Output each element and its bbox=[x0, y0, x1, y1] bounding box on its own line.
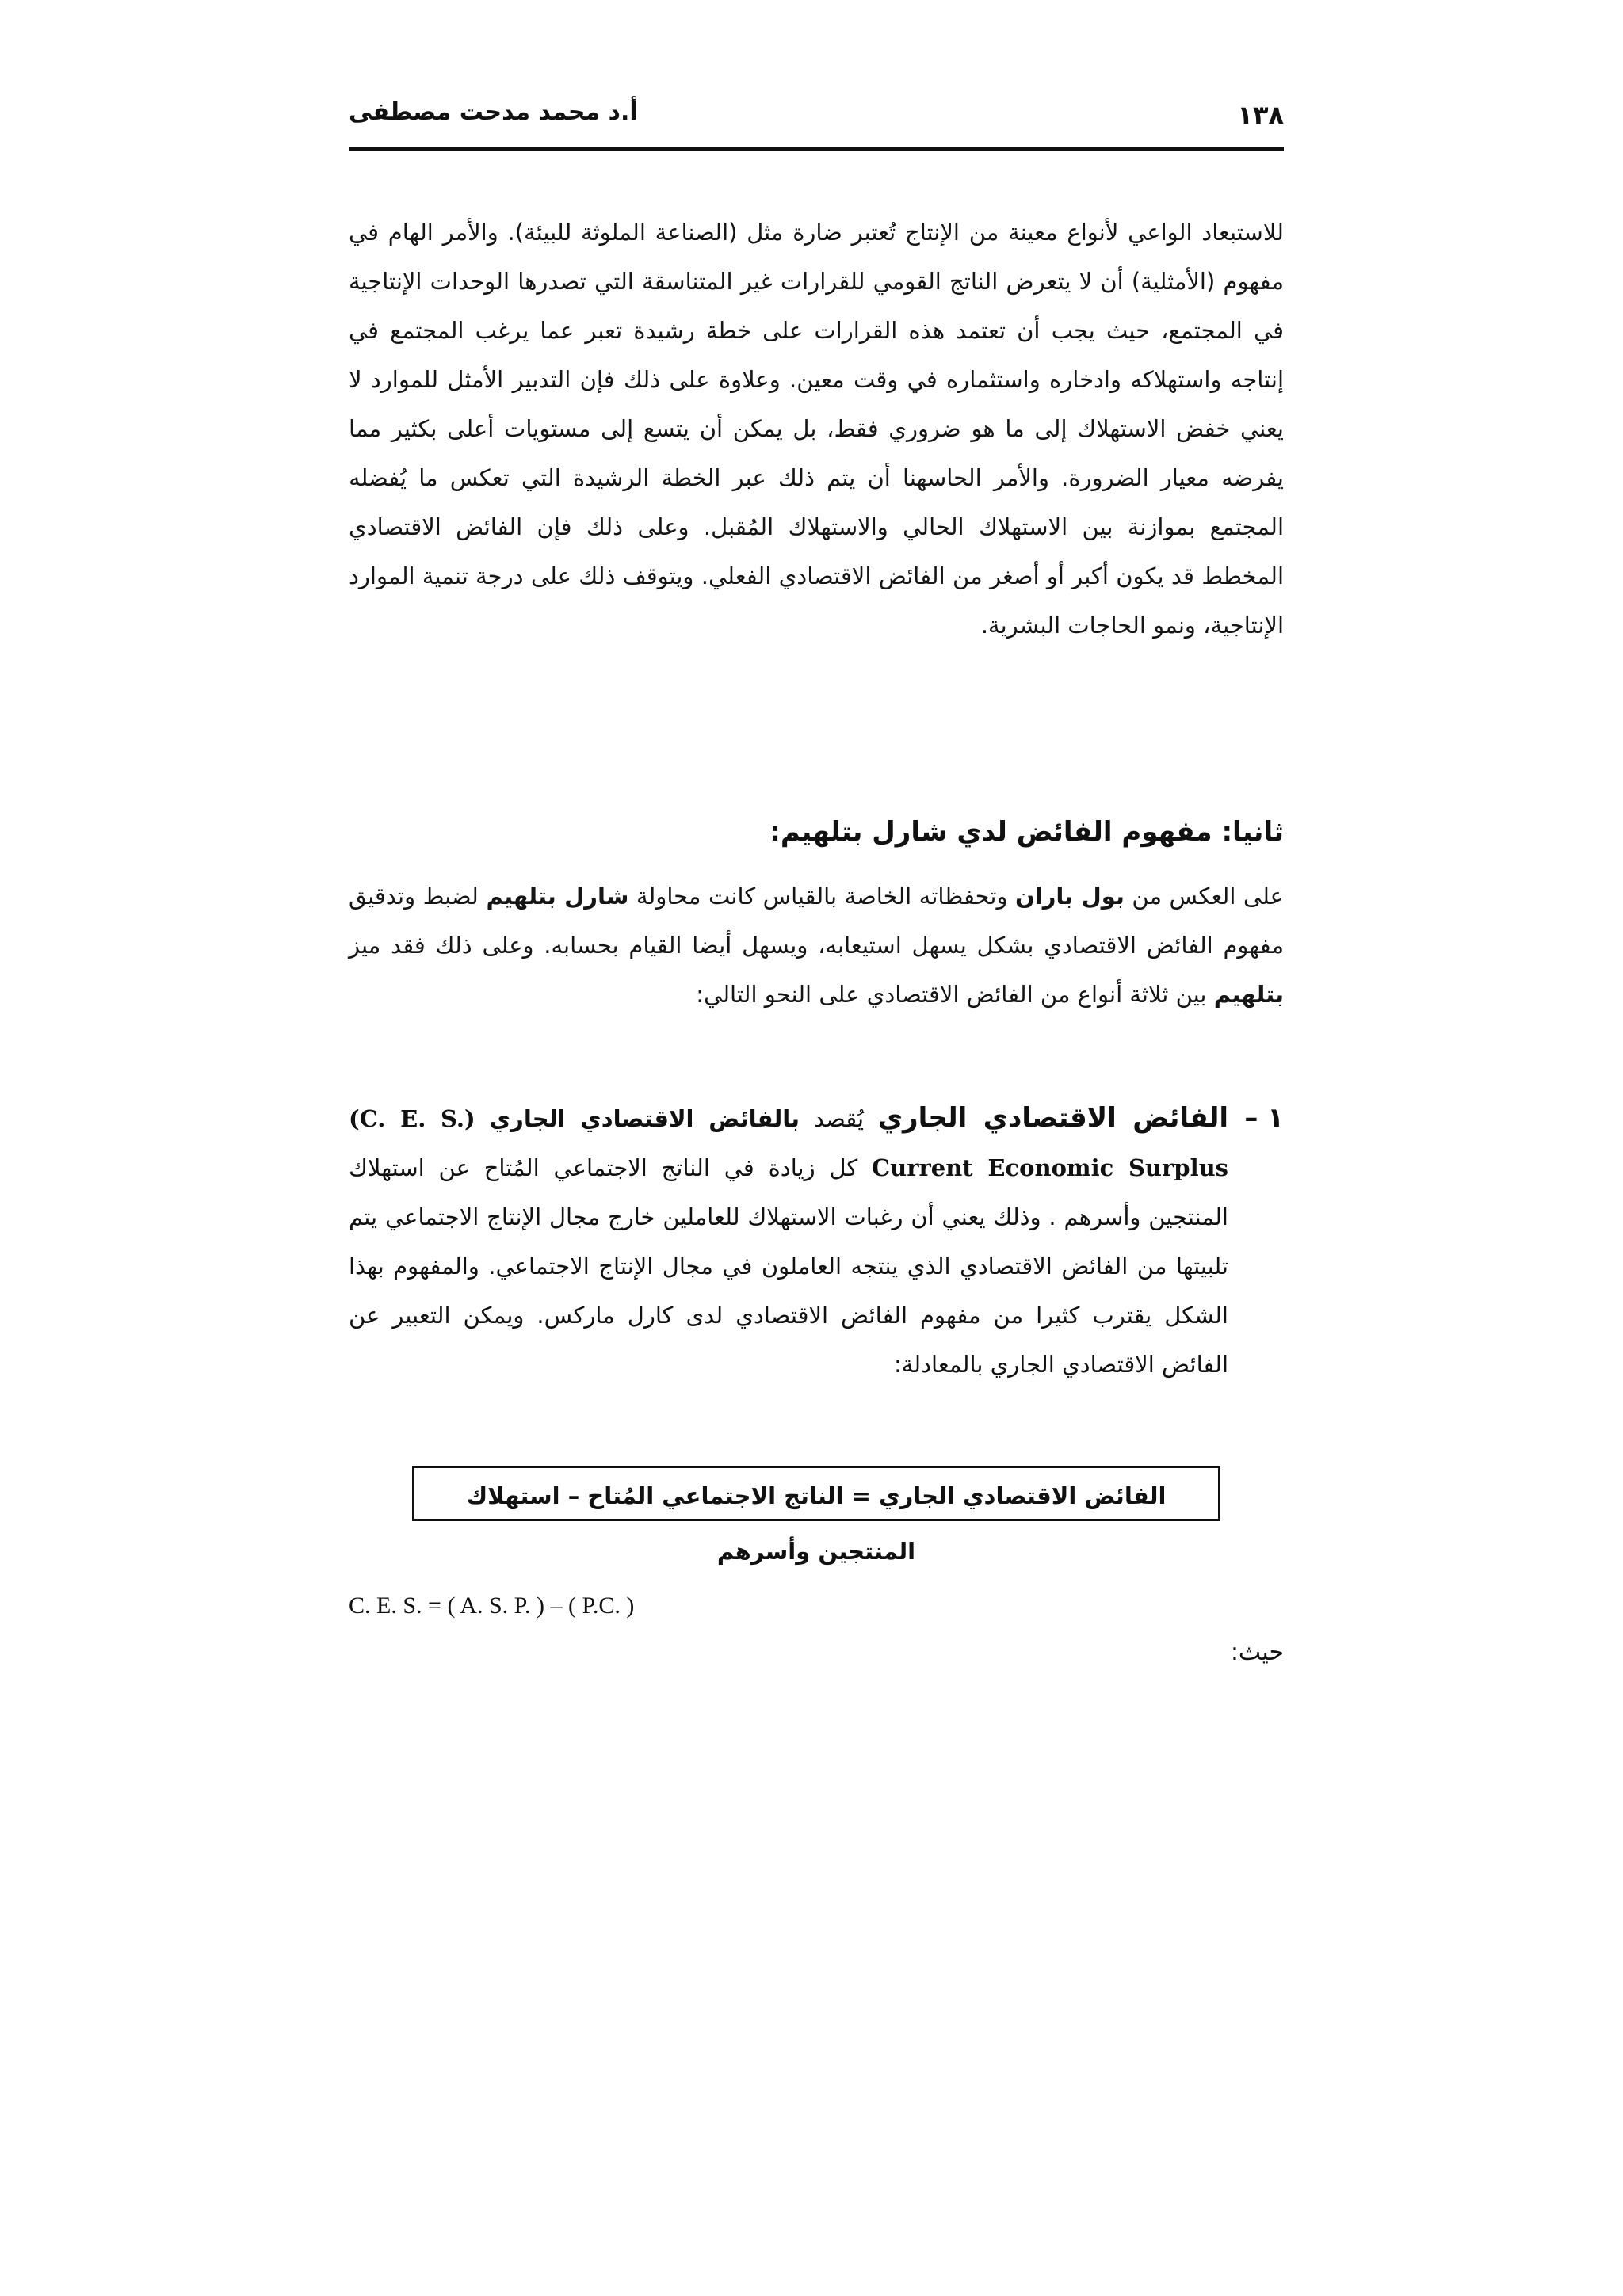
item-title-2: بالفائض الاقتصادي الجاري bbox=[489, 1105, 800, 1132]
paragraph-2-part-2: وتحفظاته الخاصة بالقياس كانت محاولة bbox=[628, 883, 1016, 910]
page-header bbox=[349, 95, 1284, 151]
formula-box: الفائض الاقتصادي الجاري = الناتج الاجتماعي المُتاح – استهلاك المنتجين وأسرهم bbox=[412, 1466, 1220, 1521]
list-item-text bbox=[349, 1093, 1228, 1389]
name-bettelheim: شارل بتلهيم bbox=[486, 883, 629, 910]
item-connector: يُقصد bbox=[800, 1105, 865, 1132]
list-item-number: ١ – bbox=[1244, 1102, 1284, 1134]
where-label: حيث: bbox=[1230, 1638, 1284, 1666]
paragraph-2-part-1: على العكس من bbox=[1124, 883, 1284, 910]
item-body: كل زيادة في الناتج الاجتماعي المُتاح عن استهلاك المنتجين وأسرهم . وذلك يعني أن رغبات الاستهلاك للعاملين خارج مجال الإنتاج الاجتماعي يتم تلبيتها من الفائض الاقتصادي الذي ينتجه العاملون في مجال الإنتاج الاجتماعي. والمفهوم بهذا الشكل يقترب كثيرا من مفهوم الفائض الاقتصادي لدى كارل ماركس. ويمكن التعبير عن الفائض الاقتصادي الجاري بالمعادلة: bbox=[349, 1154, 1228, 1378]
item-title: الفائض الاقتصادي الجاري bbox=[877, 1102, 1229, 1134]
author-name: أ.د محمد مدحت مصطفى bbox=[349, 98, 638, 126]
paragraph-1: للاستبعاد الواعي لأنواع معينة من الإنتاج تُعتبر ضارة مثل (الصناعة الملوثة للبيئة). والأمر الهام في مفهوم (الأمثلية) أن لا يتعرض الناتج القومي للقرارات غير المتناسقة التي تصدرها الوحدات الإنتاجية في المجتمع، حيث يجب أن تعتمد هذه القرارات على خطة رشيدة تعبر عما يرغب المجتمع في إنتاجه واستهلاكه وادخاره واستثماره في وقت معين. وعلاوة على ذلك فإن التدبير الأمثل للموارد لا يعني خفض الاستهلاك إلى ما هو ضروري فقط، بل يمكن أن يتسع إلى مستويات أعلى بكثير مما يفرضه معيار الضرورة. والأمر الحاسهنا أن يتم ذلك عبر الخطة الرشيدة التي تعكس ما يُفضله المجتمع بموازنة بين الاستهلاك الحالي والاستهلاك المُقبل. وعلى ذلك فإن الفائض الاقتصادي المخطط قد يكون أكبر أو أصغر من الفائض الاقتصادي الفعلي. ويتوقف ذلك على درجة تنمية الموارد الإنتاجية، ونمو الحاجات البشرية. bbox=[349, 219, 1284, 639]
name-baran: بول باران bbox=[1015, 883, 1125, 910]
paragraph-2 bbox=[349, 871, 1284, 1019]
header-rule bbox=[349, 147, 1284, 151]
item-abbreviation: (C. E. S.) bbox=[349, 1105, 475, 1132]
english-term: Current Economic Surplus bbox=[872, 1154, 1229, 1181]
paragraph-2-part-3: لضبط وتدقيق مفهوم الفائض الاقتصادي بشكل يسهل استيعابه، ويسهل أيضا القيام بحسابه. وعلى ذلك فقد ميز bbox=[349, 883, 1284, 959]
name-bettelheim-short: بتلهيم bbox=[1213, 981, 1284, 1008]
section-heading: ثانيا: مفهوم الفائض لدي شارل بتلهيم: bbox=[769, 816, 1284, 848]
paragraph-2-part-4: بين ثلاثة أنواع من الفائض الاقتصادي على النحو التالي: bbox=[696, 981, 1214, 1008]
page-number: ١٣٨ bbox=[1237, 100, 1284, 130]
formula-latin: C. E. S. = ( A. S. P. ) – ( P.C. ) bbox=[349, 1592, 635, 1619]
